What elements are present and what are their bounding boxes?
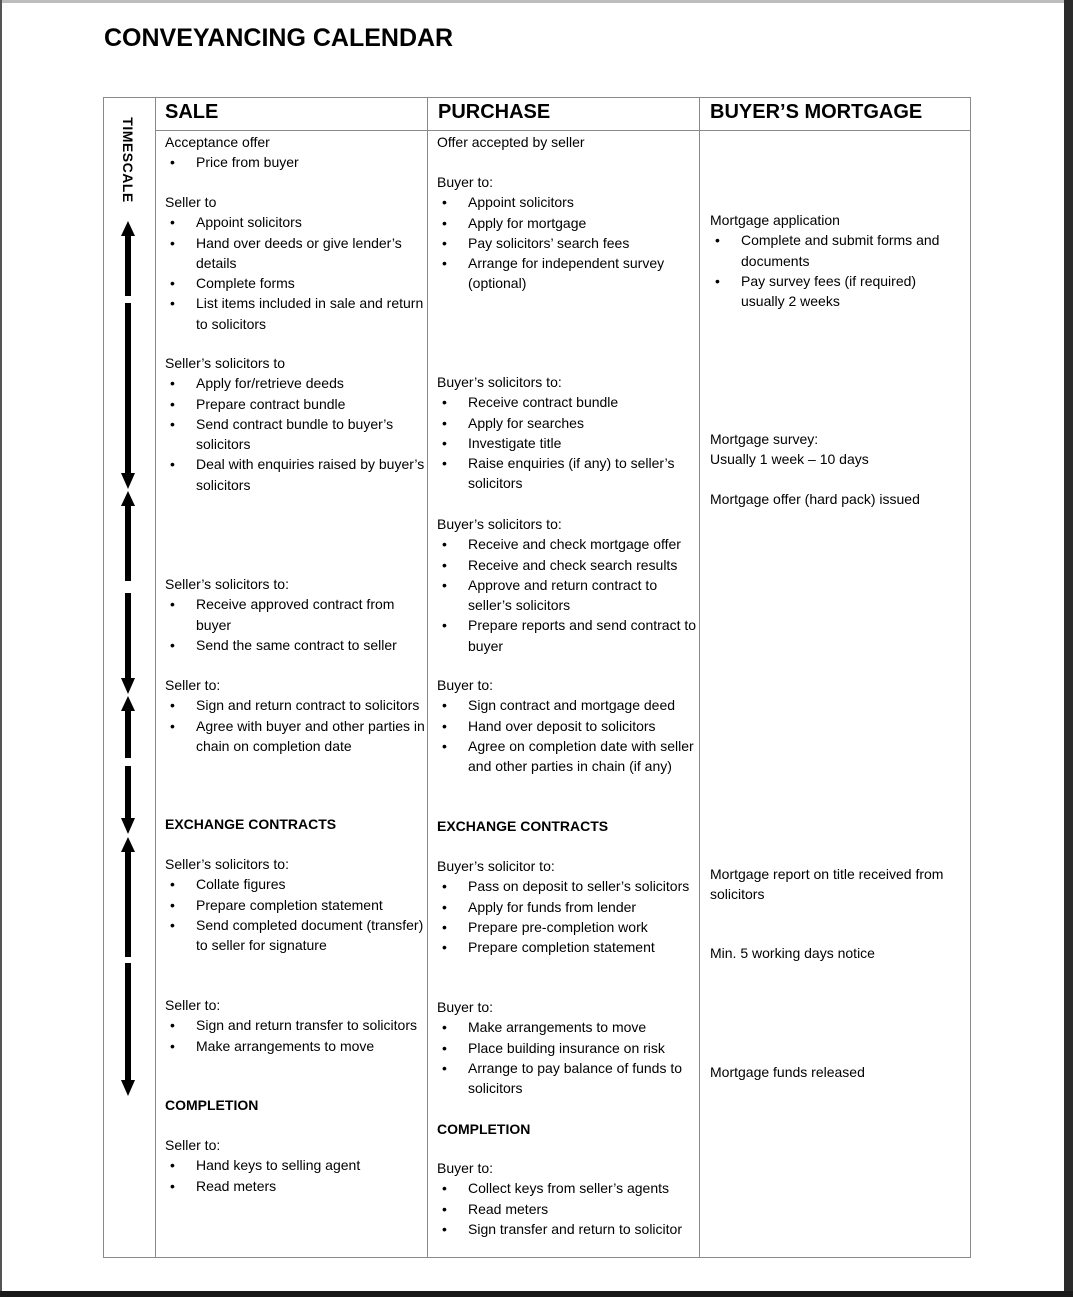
block-heading: Buyer’s solicitors to: [437, 374, 562, 390]
list-item: • Receive approved contract from buyer [165, 594, 427, 635]
purchase-block [437, 997, 699, 1098]
timescale-arrow-up-icon [115, 696, 141, 758]
block-heading: Buyer to: [437, 999, 494, 1015]
list-item: • Approve and return contract to seller’s solicitors [437, 575, 699, 616]
list-item: • Arrange for independent survey (optional) [437, 253, 699, 294]
block-heading: Seller to: [165, 677, 221, 693]
list-item: • Prepare contract bundle [165, 394, 427, 414]
timescale-arrow-down-icon [115, 303, 141, 489]
timescale-arrow-up-icon [115, 837, 141, 957]
timescale-arrow-down-icon [115, 963, 141, 1096]
list-item: • Sign contract and mortgage deed [437, 695, 699, 715]
sale-block [165, 1135, 427, 1196]
list-item: • Prepare reports and send contract to buyer [437, 615, 699, 656]
block-heading: Seller to [165, 194, 217, 210]
block-heading: Seller’s solicitors to: [165, 576, 289, 592]
sale-block [165, 1095, 427, 1115]
block-heading: Acceptance offer [165, 134, 270, 150]
page-title: CONVEYANCING CALENDAR [104, 24, 454, 52]
block-heading: Seller’s solicitors to: [165, 856, 289, 872]
list-item: • Read meters [437, 1199, 699, 1219]
funds-released-text: Mortgage funds released [710, 1064, 865, 1080]
purchase-block [437, 514, 699, 656]
sale-block [165, 353, 427, 495]
mortgage-report-text: Mortgage report on title received from solicitors [710, 866, 944, 903]
sale-block [165, 854, 427, 955]
list-item: • Receive contract bundle [437, 392, 699, 412]
sale-block [165, 995, 427, 1056]
list-item: • Collect keys from seller’s agents [437, 1178, 699, 1198]
block-heading: Offer accepted by seller [437, 134, 585, 150]
column-divider [699, 98, 700, 1257]
block-heading: Buyer’s solicitors to: [437, 516, 562, 532]
column-header-purchase: PURCHASE [438, 101, 551, 123]
window-right-border [1064, 0, 1073, 1297]
list-item: • Place building insurance on risk [437, 1038, 699, 1058]
mortgage-block [710, 489, 962, 509]
list-item: • Sign transfer and return to solicitor [437, 1219, 699, 1239]
purchase-block [437, 1158, 699, 1239]
timescale-arrow-down-icon [115, 766, 141, 834]
list-item: • Send contract bundle to buyer’s solicitors [165, 414, 427, 455]
column-divider [155, 98, 156, 1257]
timescale-label: TIMESCALE [120, 117, 136, 203]
mortgage-block [710, 210, 962, 311]
sale-block [165, 192, 427, 334]
column-divider [427, 98, 428, 1257]
purchase-block [437, 1119, 699, 1139]
sale-block [165, 574, 427, 655]
block-heading: Buyer to: [437, 677, 494, 693]
list-item: • Complete and submit forms and documents [710, 230, 962, 271]
block-heading: Seller to: [165, 1137, 221, 1153]
list-item: • Apply for mortgage [437, 213, 699, 233]
list-item: • Send the same contract to seller [165, 635, 427, 655]
purchase-block [437, 172, 699, 294]
sale-block [165, 132, 427, 173]
list-item: • Raise enquiries (if any) to seller’s solicitors [437, 453, 699, 494]
list-item: • Appoint solicitors [437, 192, 699, 212]
list-item: • Apply for searches [437, 413, 699, 433]
mortgage-survey-duration: Usually 1 week – 10 days [710, 451, 869, 468]
list-item: • Investigate title [437, 433, 699, 453]
list-item: • Appoint solicitors [165, 212, 427, 232]
purchase-block [437, 372, 699, 494]
mortgage-survey-text: Mortgage survey: [710, 431, 819, 447]
list-item: • Apply for funds from lender [437, 897, 699, 917]
list-item: • Hand keys to selling agent [165, 1155, 427, 1175]
list-item: • Prepare pre-completion work [437, 917, 699, 937]
list-item: • Hand over deeds or give lender’s details [165, 233, 427, 274]
completion-heading: COMPLETION [437, 1121, 531, 1137]
list-item: • Make arrangements to move [165, 1036, 427, 1056]
block-heading: Seller to: [165, 997, 221, 1013]
column-header-mortgage: BUYER’S MORTGAGE [710, 101, 923, 123]
list-item: • Price from buyer [165, 152, 427, 172]
block-heading: Seller’s solicitors to [165, 355, 286, 371]
window-top-border [0, 0, 1073, 3]
mortgage-offer-text: Mortgage offer (hard pack) issued [710, 491, 920, 507]
list-item: • Agree on completion date with seller and other parties in chain (if any) [437, 736, 699, 777]
sale-block [165, 675, 427, 756]
list-item: • Receive and check search results [437, 555, 699, 575]
timescale-arrow-up-icon [115, 221, 141, 296]
purchase-block [437, 816, 699, 836]
purchase-block [437, 132, 699, 152]
completion-heading: COMPLETION [165, 1097, 259, 1113]
list-item: • Send completed document (transfer) to seller for signature [165, 915, 427, 956]
list-item: • Sign and return transfer to solicitors [165, 1015, 427, 1035]
list-item: • Receive and check mortgage offer [437, 534, 699, 554]
exchange-contracts-heading: EXCHANGE CONTRACTS [437, 818, 609, 834]
window-bottom-border [0, 1291, 1073, 1297]
timescale-arrow-down-icon [115, 593, 141, 694]
list-item: • Collate figures [165, 874, 427, 894]
timescale-arrow-up-icon [115, 491, 141, 581]
block-heading: Buyer to: [437, 174, 494, 190]
list-item: • Prepare completion statement [437, 937, 699, 957]
sale-block [165, 814, 427, 834]
list-item: • Arrange to pay balance of funds to solicitors [437, 1058, 699, 1099]
mortgage-block [710, 1062, 962, 1082]
list-item: • Agree with buyer and other parties in chain on completion date [165, 716, 427, 757]
list-item: • Pay solicitors’ search fees [437, 233, 699, 253]
list-item: • Pay survey fees (if required) usually 2 weeks [710, 271, 962, 312]
exchange-contracts-heading: EXCHANGE CONTRACTS [165, 816, 337, 832]
block-heading: Buyer to: [437, 1160, 494, 1176]
timescale-column [104, 98, 155, 1257]
block-heading: Buyer’s solicitor to: [437, 858, 555, 874]
list-item: • List items included in sale and return to solicitors [165, 293, 427, 334]
mortgage-block [710, 864, 950, 905]
mortgage-block [710, 429, 962, 470]
list-item: • Deal with enquiries raised by buyer’s solicitors [165, 454, 427, 495]
header-divider [155, 130, 970, 131]
list-item: • Make arrangements to move [437, 1017, 699, 1037]
list-item: • Prepare completion statement [165, 895, 427, 915]
list-item: • Pass on deposit to seller’s solicitors [437, 876, 699, 896]
column-header-sale: SALE [165, 101, 219, 123]
notice-text: Min. 5 working days notice [710, 945, 875, 961]
purchase-block [437, 675, 699, 776]
list-item: • Apply for/retrieve deeds [165, 373, 427, 393]
list-item: • Sign and return contract to solicitors [165, 695, 427, 715]
mortgage-block [710, 943, 962, 963]
window-left-border [0, 0, 2, 1297]
purchase-block [437, 856, 699, 957]
list-item: • Hand over deposit to solicitors [437, 716, 699, 736]
block-heading: Mortgage application [710, 212, 840, 228]
list-item: • Complete forms [165, 273, 427, 293]
calendar-table [103, 97, 971, 1258]
list-item: • Read meters [165, 1176, 427, 1196]
